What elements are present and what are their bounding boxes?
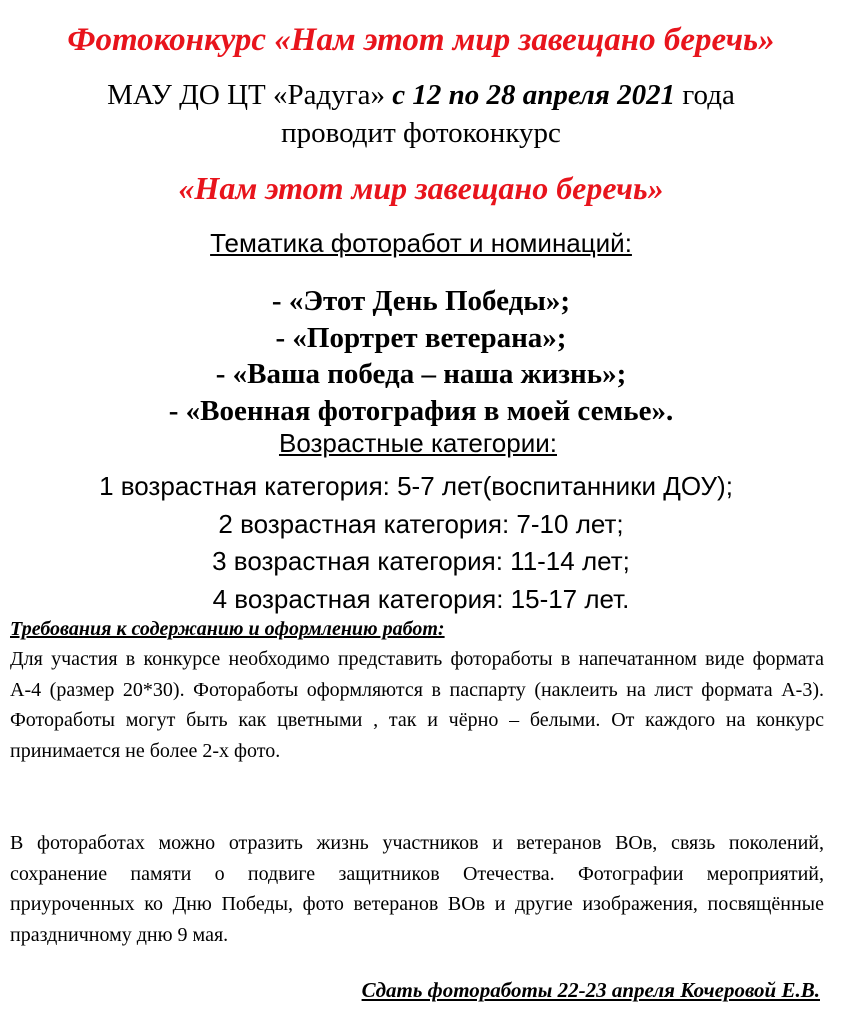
list-item: 3 возрастная категория: 11-14 лет; — [212, 546, 630, 576]
themes-heading — [0, 226, 842, 260]
contest-dates: с 12 по 28 апреля 2021 — [392, 79, 676, 111]
requirements-paragraph: Для участия в конкурсе необходимо представить фотоработы в напечатанном виде формата А-4 (размер 20*30). Фотоработы оформляются в паспарту (наклеить на лист формата А-3). Фотоработы могут быть как цветными , так и чёрно – белыми. От каждого на конкурс принимается не более 2-х фото. — [10, 648, 824, 762]
organizer-name: МАУ ДО ЦТ «Радуга» — [107, 79, 386, 111]
content-paragraph: В фотоработах можно отразить жизнь участников и ветеранов ВОв, связь поколений, сохранение памяти о подвиге защитников Отечества. Фотографии мероприятий, приуроченных ко Дню Победы, фото ветеранов ВОв и другие изображения, посвящённые праздничному дню 9 мая. — [10, 832, 824, 946]
list-item: - «Портрет ветерана»; — [275, 321, 567, 354]
list-item: - «Военная фотография в моей семье». — [168, 394, 674, 427]
list-item: 4 возрастная категория: 15-17 лет. — [212, 583, 630, 614]
ages-heading-text: Возрастные категории: — [278, 428, 557, 458]
page-title: Фотоконкурс «Нам этот мир завещано беречь» — [67, 22, 775, 58]
list-item: - «Ваша победа – наша жизнь»; — [215, 358, 627, 390]
intro-line-1-end: года — [682, 79, 735, 111]
themes-heading-text: Тематика фоторабот и номинаций: — [210, 228, 632, 258]
requirements-heading: Требования к содержанию и оформлению работ: — [10, 618, 445, 640]
nominations-list — [0, 283, 842, 429]
contest-name: «Нам этот мир завещано беречь» — [178, 170, 664, 206]
deadline-note: Сдать фотоработы 22-23 апреля Кочеровой Е.В. — [361, 978, 820, 1002]
intro-line-1 — [0, 76, 842, 114]
intro-text — [0, 76, 842, 152]
list-item: 1 возрастная категория: 5-7 лет(воспитанники ДОУ); — [99, 471, 733, 501]
intro-line-2: проводит фотоконкурс — [281, 117, 561, 149]
age-categories-list — [0, 468, 842, 618]
list-item: - «Этот День Победы»; — [271, 285, 571, 317]
list-item: 2 возрастная категория: 7-10 лет; — [218, 508, 624, 539]
ages-heading — [0, 426, 839, 460]
